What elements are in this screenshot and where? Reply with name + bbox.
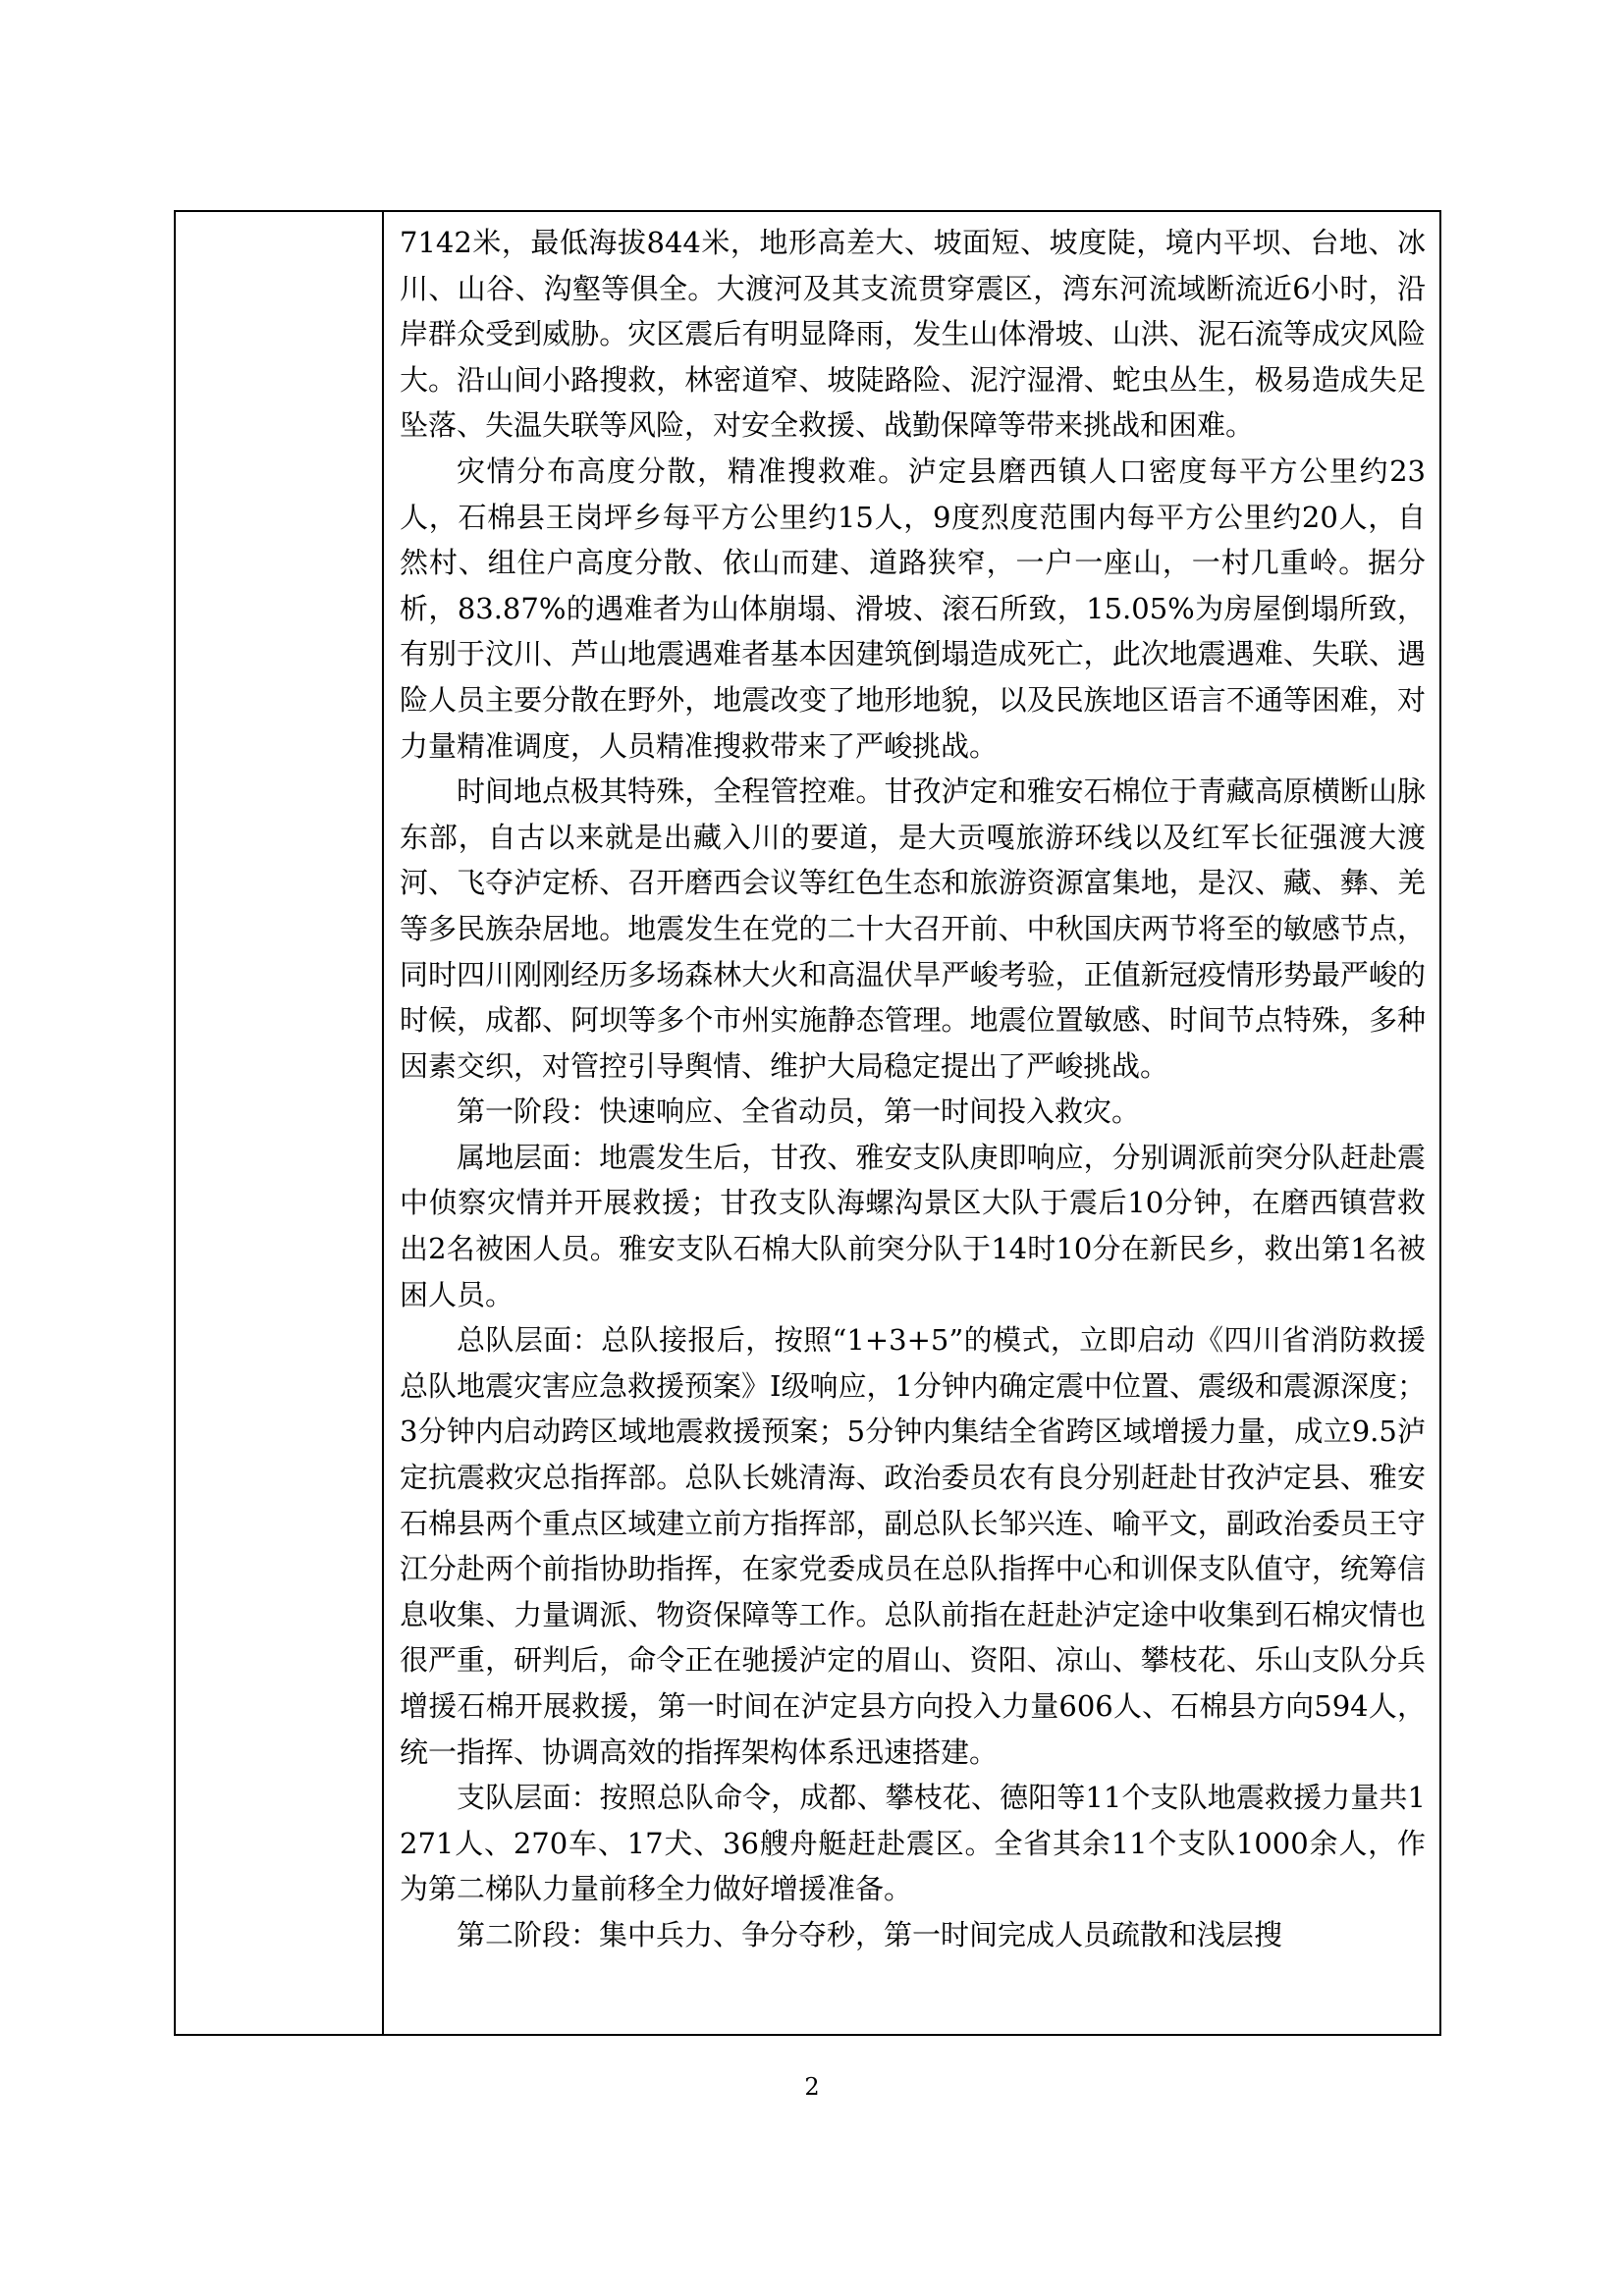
paragraph-stage-one: 第一阶段：快速响应、全省动员，第一时间投入救灾。	[457, 1095, 1141, 1129]
page-number: 2	[804, 2073, 820, 2101]
body-text	[384, 212, 1439, 1958]
paragraph-corps-level: 总队层面：总队接报后，按照“1+3+5”的模式，立即启动《四川省消防救援总队地震灾害应急救援预案》Ⅰ级响应，1分钟内确定震中位置、震级和震源深度；3分钟内启动跨区域地震救援预案；5分钟内集结全省跨区域增援力量，成立9.5泸定抗震救灾总指挥部。总队长姚清海、政治委员农有良分别赶赴甘孜泸定县、雅安石棉县两个重点区域建立前方指挥部，副总队长邹兴连、喻平文，副政治委员王守江分赴两个前指协助指挥，在家党委成员在总队指挥中心和训保支队值守，统筹信息收集、力量调派、物资保障等工作。总队前指在赶赴泸定途中收集到石棉灾情也很严重，研判后，命令正在驰援泸定的眉山、资阳、凉山、攀枝花、乐山支队分兵增援石棉开展救援，第一时间在泸定县方向投入力量606人、石棉县方向594人，统一指挥、协调高效的指挥架构体系迅速搭建。	[400, 1323, 1426, 1769]
right-content-cell	[383, 211, 1440, 2035]
paragraph-time-location: 时间地点极其特殊，全程管控难。甘孜泸定和雅安石棉位于青藏高原横断山脉东部，自古以来就是出藏入川的要道，是大贡嘎旅游环线以及红军长征强渡大渡河、飞夺泸定桥、召开磨西会议等红色生态和旅游资源富集地，是汉、藏、彝、羌等多民族杂居地。地震发生在党的二十大召开前、中秋国庆两节将至的敏感节点，同时四川刚刚经历多场森林大火和高温伏旱严峻考验，正值新冠疫情形势最严峻的时候，成都、阿坝等多个市州实施静态管理。地震位置敏感、时间节点特殊，多种因素交织，对管控引导舆情、维护大局稳定提出了严峻挑战。	[400, 774, 1426, 1083]
paragraph-terrain: 7142米，最低海拔844米，地形高差大、坡面短、坡度陡，境内平坝、台地、冰川、山谷、沟壑等俱全。大渡河及其支流贯穿震区，湾东河流域断流近6小时，沿岸群众受到威胁。灾区震后有明显降雨，发生山体滑坡、山洪、泥石流等成灾风险大。沿山间小路搜救，林密道窄、坡陡路险、泥泞湿滑、蛇虫丛生，极易造成失足坠落、失温失联等风险，对安全救援、战勤保障等带来挑战和困难。	[400, 226, 1426, 443]
paragraph-disaster-distribution: 灾情分布高度分散，精准搜救难。泸定县磨西镇人口密度每平方公里约23人，石棉县王岗坪乡每平方公里约15人，9度烈度范围内每平方公里约20人，自然村、组住户高度分散、依山而建、道路狭窄，一户一座山，一村几重岭。据分析，83.87%的遇难者为山体崩塌、滑坡、滚石所致，15.05%为房屋倒塌所致，有别于汶川、芦山地震遇难者基本因建筑倒塌造成死亡，此次地震遇难、失联、遇险人员主要分散在野外，地震改变了地形地貌，以及民族地区语言不通等困难，对力量精准调度，人员精准搜救带来了严峻挑战。	[400, 454, 1426, 763]
content-table	[174, 210, 1441, 2036]
paragraph-local-level: 属地层面：地震发生后，甘孜、雅安支队庚即响应，分别调派前突分队赶赴震中侦察灾情并开展救援；甘孜支队海螺沟景区大队于震后10分钟，在磨西镇营救出2名被困人员。雅安支队石棉大队前突分队于14时10分在新民乡，救出第1名被困人员。	[400, 1140, 1426, 1311]
left-label-cell	[175, 211, 383, 2035]
paragraph-stage-two: 第二阶段：集中兵力、争分夺秒，第一时间完成人员疏散和浅层搜	[457, 1917, 1283, 1951]
paragraph-detachment-level: 支队层面：按照总队命令，成都、攀枝花、德阳等11个支队地震救援力量共1271人、270车、17犬、36艘舟艇赶赴震区。全省其余11个支队1000余人，作为第二梯队力量前移全力做好增援准备。	[400, 1781, 1426, 1906]
table-row	[175, 211, 1440, 2035]
